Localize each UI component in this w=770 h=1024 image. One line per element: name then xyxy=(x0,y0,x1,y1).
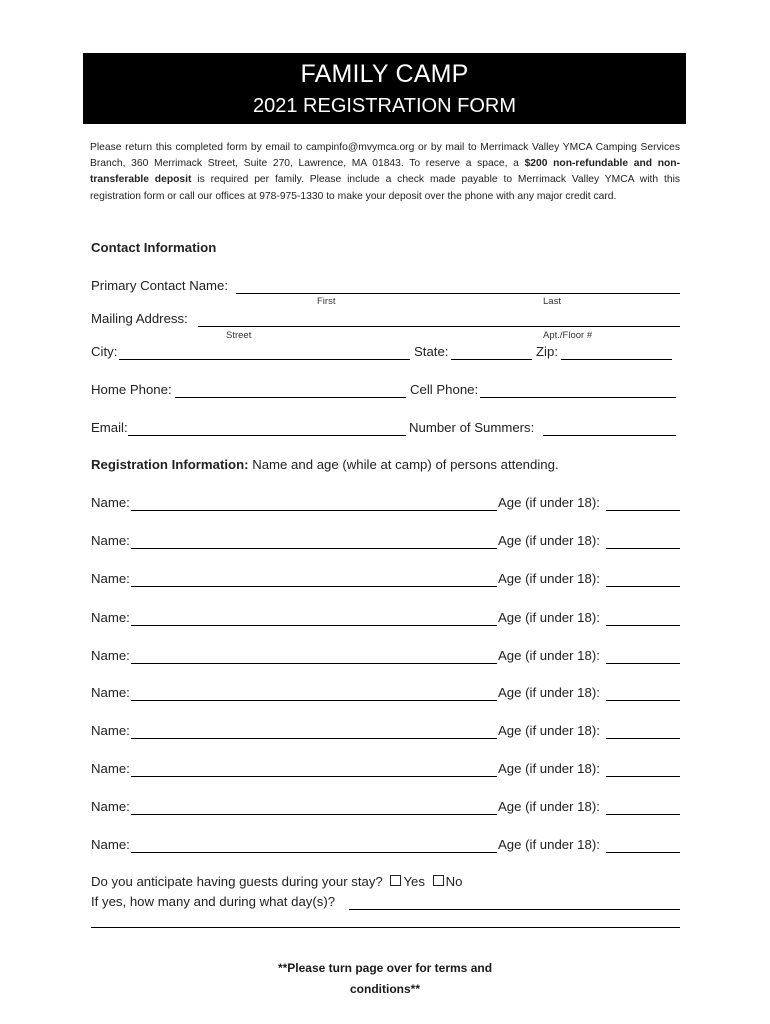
attendee-age-label: Age (if under 18): xyxy=(498,723,600,738)
guests-yes-checkbox[interactable] xyxy=(390,875,401,886)
registration-heading xyxy=(91,457,559,472)
mailing-address-field[interactable] xyxy=(198,326,680,327)
attendee-age-field[interactable] xyxy=(606,663,680,664)
attendee-age-field[interactable] xyxy=(606,814,680,815)
attendee-age-field[interactable] xyxy=(606,738,680,739)
guests-question: Do you anticipate having guests during your stay? xyxy=(91,874,383,889)
attendee-name-field[interactable] xyxy=(131,738,497,739)
street-hint: Street xyxy=(226,330,252,341)
cell-phone-field[interactable] xyxy=(480,397,676,398)
first-name-hint: First xyxy=(317,296,336,307)
attendee-age-field[interactable] xyxy=(606,548,680,549)
attendee-name-field[interactable] xyxy=(131,510,497,511)
last-name-hint: Last xyxy=(543,296,561,307)
attendee-name-label: Name: xyxy=(91,761,130,776)
attendee-age-field[interactable] xyxy=(606,776,680,777)
attendee-name-label: Name: xyxy=(91,723,130,738)
contact-heading: Contact Information xyxy=(91,240,217,255)
attendee-name-label: Name: xyxy=(91,799,130,814)
attendee-name-label: Name: xyxy=(91,495,130,510)
guests-no-checkbox[interactable] xyxy=(433,875,444,886)
attendee-age-label: Age (if under 18): xyxy=(498,495,600,510)
attendee-age-label: Age (if under 18): xyxy=(498,648,600,663)
attendee-name-field[interactable] xyxy=(131,663,497,664)
primary-contact-name-field[interactable] xyxy=(236,293,680,294)
instructions-paragraph xyxy=(90,140,680,205)
attendee-age-field[interactable] xyxy=(606,510,680,511)
form-title: FAMILY CAMP xyxy=(300,60,469,88)
state-field[interactable] xyxy=(451,359,532,360)
attendee-name-field[interactable] xyxy=(131,625,497,626)
attendee-name-label: Name: xyxy=(91,837,130,852)
email-field[interactable] xyxy=(128,435,406,436)
guests-yes-label: Yes xyxy=(403,874,425,889)
attendee-name-field[interactable] xyxy=(131,700,497,701)
guests-details-field[interactable] xyxy=(349,909,680,910)
attendee-age-label: Age (if under 18): xyxy=(498,799,600,814)
deposit-notice: $200 non-refundable and non-transferable deposit xyxy=(90,158,680,186)
guests-no-label: No xyxy=(445,874,463,889)
attendee-name-label: Name: xyxy=(91,610,130,625)
attendee-name-field[interactable] xyxy=(131,548,497,549)
home-phone-label: Home Phone: xyxy=(91,382,172,397)
city-label: City: xyxy=(91,344,118,359)
guests-details-field-extra[interactable] xyxy=(91,927,680,928)
form-subtitle: 2021 REGISTRATION FORM xyxy=(252,95,516,117)
attendee-name-label: Name: xyxy=(91,648,130,663)
attendee-age-label: Age (if under 18): xyxy=(498,571,600,586)
attendee-name-field[interactable] xyxy=(131,852,497,853)
form-header xyxy=(83,53,686,124)
guests-followup-label: If yes, how many and during what day(s)? xyxy=(91,894,336,909)
attendee-name-label: Name: xyxy=(91,685,130,700)
registration-heading-desc: Name and age (while at camp) of persons attending. xyxy=(248,457,559,472)
footer-note-line2: conditions** xyxy=(349,982,420,996)
zip-label: Zip: xyxy=(536,344,558,359)
attendee-name-label: Name: xyxy=(91,533,130,548)
attendee-name-field[interactable] xyxy=(131,814,497,815)
home-phone-field[interactable] xyxy=(175,397,406,398)
instructions-text: Please return this completed form by email to campinfo@mvymca.org or by mail to Merrimack Valley YMCA Camping Services Branch, 360 Merrimack Street, Suite 270, Lawrence, MA 01843. To reserve a space, a xyxy=(90,142,680,170)
registration-heading-title: Registration Information: xyxy=(91,457,249,472)
attendee-age-field[interactable] xyxy=(606,700,680,701)
guests-question-row xyxy=(91,874,463,889)
attendee-age-label: Age (if under 18): xyxy=(498,761,600,776)
city-field[interactable] xyxy=(119,359,410,360)
footer-note-line1: **Please turn page over for terms and xyxy=(277,961,493,975)
instructions-text-continued: is required per family. Please include a check made payable to Merrimack Valley YMCA with this registration form or call our offices at 978-975-1330 to make your deposit over the phone with any major credit card. xyxy=(90,174,681,202)
state-label: State: xyxy=(414,344,449,359)
apt-floor-hint: Apt./Floor # xyxy=(543,330,593,341)
attendee-name-field[interactable] xyxy=(131,586,497,587)
mailing-address-label: Mailing Address: xyxy=(91,311,188,326)
attendee-name-field[interactable] xyxy=(131,776,497,777)
attendee-age-field[interactable] xyxy=(606,625,680,626)
zip-field[interactable] xyxy=(561,359,672,360)
attendee-age-label: Age (if under 18): xyxy=(498,837,600,852)
attendee-name-label: Name: xyxy=(91,571,130,586)
footer-note xyxy=(230,958,540,1000)
email-label: Email: xyxy=(91,420,128,435)
primary-contact-label: Primary Contact Name: xyxy=(91,278,229,293)
attendee-age-field[interactable] xyxy=(606,586,680,587)
attendee-age-label: Age (if under 18): xyxy=(498,610,600,625)
cell-phone-label: Cell Phone: xyxy=(410,382,479,397)
attendee-age-label: Age (if under 18): xyxy=(498,533,600,548)
summers-label: Number of Summers: xyxy=(409,420,535,435)
attendee-age-label: Age (if under 18): xyxy=(498,685,600,700)
attendee-age-field[interactable] xyxy=(606,852,680,853)
number-of-summers-field[interactable] xyxy=(543,435,676,436)
